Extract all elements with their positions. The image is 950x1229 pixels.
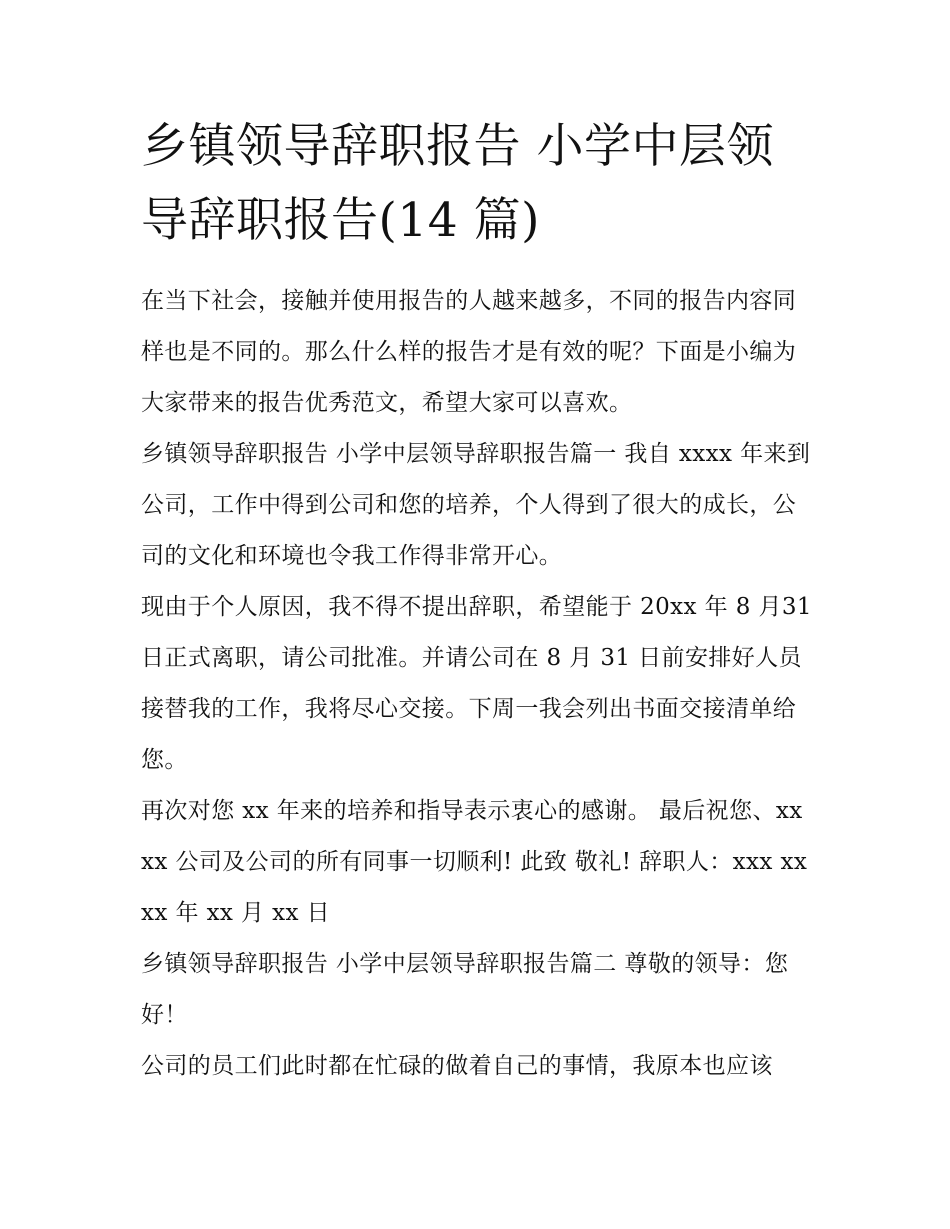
- document-page: [141, 110, 820, 1092]
- paragraph-intro: 在当下社会，接触并使用报告的人越来越多，不同的报告内容同样也是不同的。那么什么样的报告才是有效的呢？下面是小编为大家带来的报告优秀范文，希望大家可以喜欢。: [141, 288, 797, 416]
- paragraph-letter-two-opening: 乡镇领导辞职报告 小学中层领导辞职报告篇二 尊敬的领导：您好！: [141, 951, 789, 1028]
- paragraph-letter-one-closing: 再次对您 xx 年来的培养和指导表示衷心的感谢。 最后祝您、xxxx 公司及公司的所有同事一切顺利! 此致 敬礼! 辞职人：xxx xxxx 年 xx 月 xx 日: [141, 798, 808, 926]
- paragraph-letter-one-request: 现由于个人原因，我不得不提出辞职，希望能于 20xx 年 8 月31 日正式离职，请公司批准。并请公司在 8 月 31 日前安排好人员接替我的工作，我将尽心交接。下周一我会列出书面交接清单给您。: [141, 594, 820, 773]
- paragraph-letter-two-body: 公司的员工们此时都在忙碌的做着自己的事情，我原本也应该: [141, 1053, 773, 1079]
- title-line-2: 导辞职报告(14 篇): [141, 193, 540, 248]
- document-title: [141, 110, 813, 258]
- title-line-1: 乡镇领导辞职报告 小学中层领: [141, 119, 774, 174]
- paragraph-letter-one-opening: 乡镇领导辞职报告 小学中层领导辞职报告篇一 我自 xxxx 年来到公司，工作中得到公司和您的培养，个人得到了很大的成长，公司的文化和环境也令我工作得非常开心。: [141, 441, 811, 569]
- document-body: [141, 276, 820, 1092]
